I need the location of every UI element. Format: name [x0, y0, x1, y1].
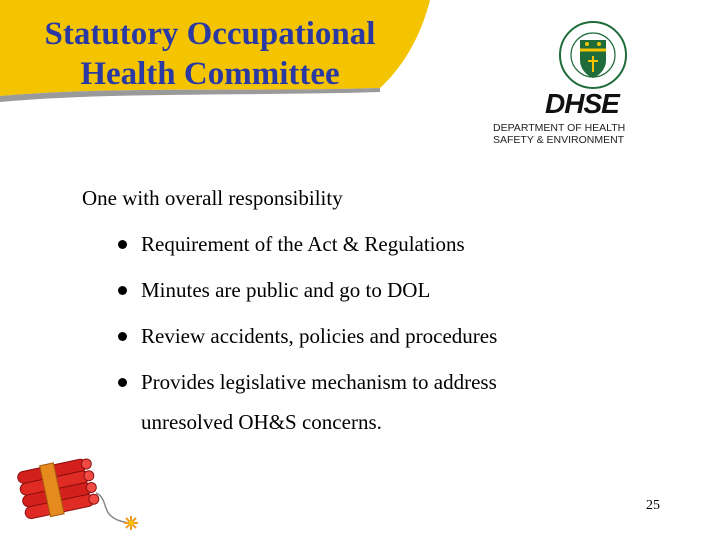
bullet-item — [118, 322, 638, 350]
department-name — [493, 122, 653, 146]
slide-title — [0, 14, 420, 94]
title-line-1: Statutory Occupational — [44, 16, 376, 52]
bullet-text-continued: unresolved OH&S concerns. — [141, 410, 382, 434]
bullet-dot-icon — [118, 378, 127, 387]
bullet-dot-icon — [118, 240, 127, 249]
bullet-text: Review accidents, policies and procedures — [141, 324, 498, 348]
dhse-logo-text: DHSE — [545, 88, 619, 119]
page-number: 25 — [646, 498, 660, 513]
bullet-dot-icon — [118, 286, 127, 295]
bullet-text: Minutes are public and go to DOL — [141, 278, 431, 302]
bullet-item — [118, 276, 638, 304]
bullet-item — [118, 230, 638, 258]
title-line-2: Health Committee — [80, 56, 340, 92]
bullet-text: Provides legislative mechanism to address — [141, 370, 497, 394]
department-line-2: SAFETY & ENVIRONMENT — [493, 134, 625, 146]
university-crest-icon — [556, 20, 630, 90]
dynamite-icon — [10, 455, 150, 535]
bullet-item — [118, 368, 638, 436]
lead-text: One with overall responsibility — [82, 186, 343, 210]
bullet-dot-icon — [118, 332, 127, 341]
bullet-text: Requirement of the Act & Regulations — [141, 232, 465, 256]
bullet-list — [118, 230, 638, 454]
department-line-1: DEPARTMENT OF HEALTH — [493, 122, 626, 134]
